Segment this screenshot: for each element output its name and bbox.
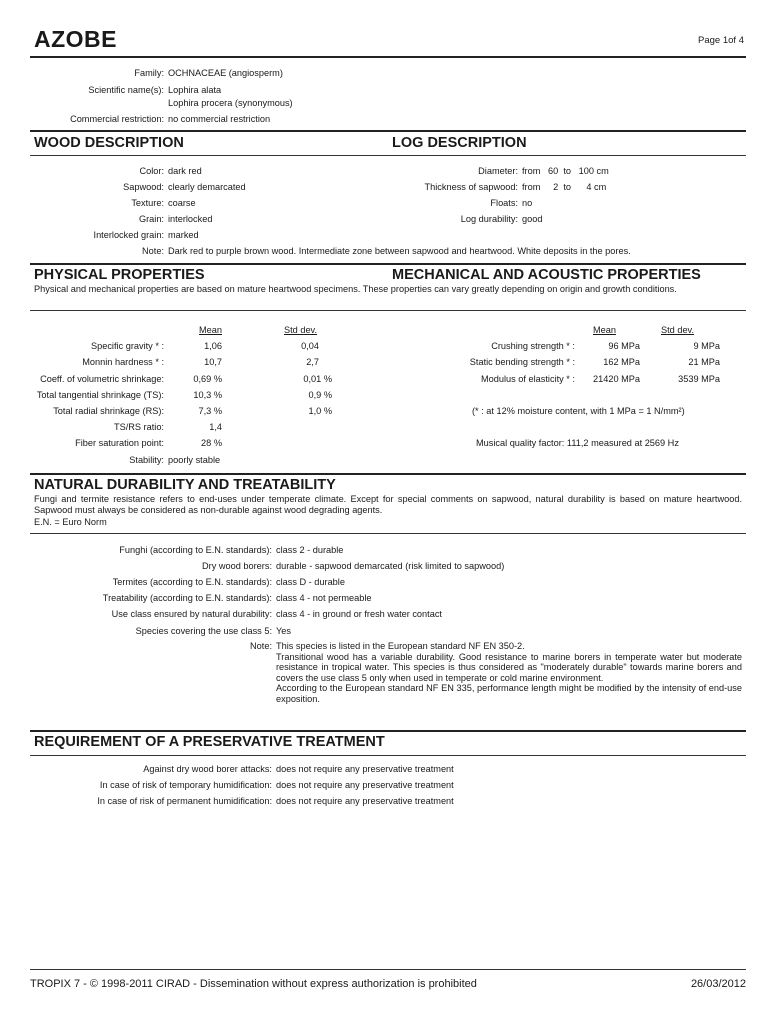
floats-value: no [522, 198, 533, 208]
mechanical-mean-header: Mean [593, 325, 616, 335]
durability-intro: Fungi and termite resistance refers to end-uses under temperate climate. Except for special comments on sapwood, natural durability is based on mature heartwood. Sapwood must always be considered as non-durable against wood degrading agents. [34, 494, 742, 515]
table-row-label: TS/RS ratio: [113, 422, 164, 432]
commercial-restriction-value: no commercial restriction [168, 114, 271, 124]
table-row-mean: 10,7 [204, 357, 222, 367]
dry-wood-borers-value: durable - sapwood demarcated (risk limited to sapwood) [276, 561, 505, 571]
durability-note-line: This species is listed in the European standard NF EN 350-2. [276, 641, 525, 651]
table-row-mean: 21420 MPa [593, 374, 640, 384]
section-rule [30, 473, 746, 475]
treatability-value: class 4 - not permeable [276, 593, 372, 603]
floats-label: Floats: [490, 198, 518, 208]
grain-value: interlocked [168, 214, 213, 224]
table-row-std: 0,04 [301, 341, 319, 351]
section-rule [30, 130, 746, 132]
sapwood-label: Sapwood: [123, 182, 164, 192]
wood-note-value: Dark red to purple brown wood. Intermediate zone between sapwood and heartwood. White deposits in the pores. [168, 246, 631, 256]
color-value: dark red [168, 166, 202, 176]
mechanical-properties-heading: MECHANICAL AND ACOUSTIC PROPERTIES [392, 267, 701, 283]
scientific-name-synonym: Lophira procera (synonymous) [168, 98, 293, 108]
section-rule [30, 263, 746, 265]
table-row-mean: 162 MPa [603, 357, 640, 367]
section-underline [30, 310, 746, 311]
treatability-label: Treatability (according to E.N. standards): [102, 593, 272, 603]
table-row-label: Crushing strength * : [491, 341, 575, 351]
interlocked-grain-value: marked [168, 230, 199, 240]
footer-date: 26/03/2012 [690, 978, 746, 990]
use-class-label: Use class ensured by natural durability: [111, 609, 272, 619]
table-row-mean: 10,3 % [193, 390, 222, 400]
footer-rule [30, 969, 746, 970]
family-label: Family: [134, 68, 164, 78]
table-row-std: 1,0 % [308, 406, 332, 416]
wood-description-heading: WOOD DESCRIPTION [34, 135, 184, 151]
mechanical-std-header: Std dev. [661, 325, 695, 335]
table-row-label: Stability: [129, 455, 164, 465]
musical-quality-factor: Musical quality factor: 111,2 measured at 2569 Hz [476, 438, 679, 448]
table-row-std: 3539 MPa [678, 374, 720, 384]
stability-value: poorly stable [168, 455, 221, 465]
table-row-label: Coeff. of volumetric shrinkage: [40, 374, 164, 384]
table-row-mean: 28 % [201, 438, 222, 448]
table-row-mean: 1,4 [209, 422, 222, 432]
texture-label: Texture: [131, 198, 164, 208]
funghi-label: Funghi (according to E.N. standards): [119, 545, 272, 555]
table-row-label: Specific gravity * : [90, 341, 164, 351]
section-rule [30, 730, 746, 732]
scientific-name-label: Scientific name(s): [88, 85, 164, 95]
table-row-std: 21 MPa [688, 357, 720, 367]
section-underline [30, 533, 746, 534]
use-class-value: class 4 - in ground or fresh water contact [276, 609, 442, 619]
physical-std-header: Std dev. [284, 325, 318, 335]
permanent-humidification-label: In case of risk of permanent humidification: [97, 796, 272, 806]
table-row-label: Total tangential shrinkage (TS): [36, 390, 164, 400]
diameter-label: Diameter: [478, 166, 518, 176]
title-rule [30, 56, 746, 58]
table-row-mean: 0,69 % [193, 374, 222, 384]
use-class-5-value: Yes [276, 626, 291, 636]
dry-wood-borers-label: Dry wood borers: [202, 561, 272, 571]
table-row-label: Fiber saturation point: [75, 438, 164, 448]
table-row-mean: 1,06 [204, 341, 222, 351]
physical-intro: Physical and mechanical properties are based on mature heartwood specimens. These properties can vary greatly depending on origin and growth conditions. [34, 284, 677, 294]
dry-wood-borer-attacks-label: Against dry wood borer attacks: [143, 764, 272, 774]
interlocked-grain-label: Interlocked grain: [93, 230, 164, 240]
log-durability-value: good [522, 214, 543, 224]
physical-mean-header: Mean [199, 325, 222, 335]
scientific-name-value: Lophira alata [168, 85, 222, 95]
permanent-humidification-value: does not require any preservative treatment [276, 796, 454, 806]
footer-copyright: TROPIX 7 - © 1998-2011 CIRAD - Dissemination without express authorization is prohibited [30, 978, 477, 990]
grain-label: Grain: [138, 214, 164, 224]
log-durability-label: Log durability: [460, 214, 518, 224]
wood-note-label: Note: [142, 246, 164, 256]
log-description-heading: LOG DESCRIPTION [392, 135, 527, 151]
table-row-label: Static bending strength * : [469, 357, 575, 367]
use-class-5-label: Species covering the use class 5: [135, 626, 272, 636]
section-underline [30, 755, 746, 756]
document-title: AZOBE [34, 26, 117, 52]
table-row-label: Total radial shrinkage (RS): [53, 406, 164, 416]
table-row-std: 9 MPa [693, 341, 720, 351]
commercial-restriction-label: Commercial restriction: [70, 114, 164, 124]
page-number: Page 1of 4 [698, 35, 744, 46]
moisture-footnote: (* : at 12% moisture content, with 1 MPa = 1 N/mm²) [472, 406, 685, 416]
durability-note [276, 641, 742, 704]
durability-note-line: Transitional wood has a variable durability. Good resistance to marine borers in temperate water but moderate resistance in tropical water. This species is thus considered as "moderately durable" towards marine borers and covers the use class 5 only when used in temperate or cold marine environment. [276, 651, 742, 683]
section-underline [30, 155, 746, 156]
funghi-value: class 2 - durable [276, 545, 344, 555]
physical-properties-heading: PHYSICAL PROPERTIES [34, 267, 205, 283]
table-row-std: 0,01 % [303, 374, 332, 384]
diameter-value: from 60 to 100 cm [522, 166, 609, 176]
table-row-label: Modulus of elasticity * : [481, 374, 575, 384]
preservative-heading: REQUIREMENT OF A PRESERVATIVE TREATMENT [34, 734, 385, 750]
table-row-label: Monnin hardness * : [82, 357, 164, 367]
temporary-humidification-value: does not require any preservative treatment [276, 780, 454, 790]
durability-note-line: According to the European standard NF EN 335, performance length might be modified by the intensity of end-use exposition. [276, 683, 742, 704]
table-row-std: 2,7 [306, 357, 319, 367]
temporary-humidification-label: In case of risk of temporary humidification: [99, 780, 272, 790]
dry-wood-borer-attacks-value: does not require any preservative treatment [276, 764, 454, 774]
table-row-mean: 96 MPa [608, 341, 640, 351]
durability-heading: NATURAL DURABILITY AND TREATABILITY [34, 477, 336, 493]
durability-note-label: Note: [250, 641, 272, 651]
termites-value: class D - durable [276, 577, 345, 587]
texture-value: coarse [168, 198, 196, 208]
family-value: OCHNACEAE (angiosperm) [168, 68, 283, 78]
table-row-mean: 7,3 % [198, 406, 222, 416]
sapwood-thickness-label: Thickness of sapwood: [424, 182, 518, 192]
sapwood-value: clearly demarcated [168, 182, 246, 192]
termites-label: Termites (according to E.N. standards): [112, 577, 272, 587]
sapwood-thickness-value: from 2 to 4 cm [522, 182, 607, 192]
color-label: Color: [139, 166, 164, 176]
euro-norm-note: E.N. = Euro Norm [34, 517, 107, 527]
table-row-std: 0,9 % [308, 390, 332, 400]
